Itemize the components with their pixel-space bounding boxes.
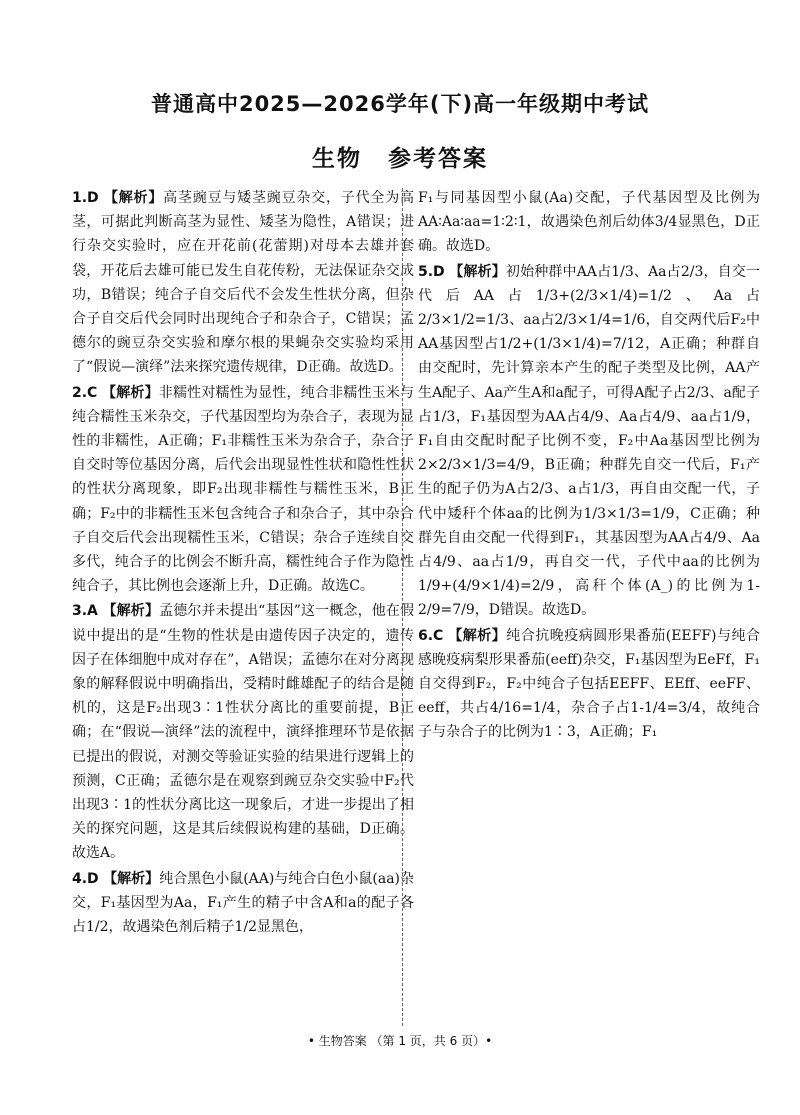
question-text: 纯合抗晚疫病圆形果番茄(EEFF)与纯合感晚疫病梨形果番茄(eeff)杂交，F₁基因型为EeFf，F₁自交得到F₂，F₂中纯合子包括EEFF、EEff、eeFF、eeff，共占4/16=1/4，杂合子占1-1/4=3/4，故纯合子与杂合子的比例为1∶3，A正确；F₁ <box>418 627 761 741</box>
question-4-continued <box>418 186 760 259</box>
question-3 <box>72 599 414 865</box>
analysis-tag: 【解析】 <box>102 384 159 401</box>
question-number: 2.C <box>72 384 98 401</box>
question-text: F₁与同基因型小鼠(Aa)交配，子代基因型及比例为AA∶Aa∶aa=1∶2∶1，故遇染色剂后幼体3/4显黑色，D正确。故选D。 <box>418 190 760 255</box>
analysis-tag: 【解析】 <box>103 190 164 206</box>
question-number: 1.D <box>72 190 99 206</box>
page-footer: • 生物答案 （第 1 页，共 6 页）• <box>307 1034 493 1048</box>
analysis-tag: 【解析】 <box>448 627 507 644</box>
analysis-tag: 【解析】 <box>102 603 160 620</box>
subtitle-label: 参考答案 <box>388 146 488 172</box>
question-4 <box>72 867 414 940</box>
analysis-tag: 【解析】 <box>103 870 160 887</box>
question-1 <box>72 186 414 380</box>
answer-key-title <box>0 140 800 173</box>
question-number: 5.D <box>418 263 445 280</box>
exam-title: 普通高中2025—2026学年(下)高一年级期中考试 <box>150 92 650 116</box>
question-6 <box>418 624 760 745</box>
question-text: 纯合黑色小鼠(AA)与纯合白色小鼠(aa)杂交，F₁基因型为Aa，F₁产生的精子中含A和a的配子各占1/2，故遇染色剂后精子1/2显黑色， <box>72 870 415 936</box>
question-2 <box>72 381 414 599</box>
left-column <box>72 186 414 940</box>
question-text: 非糯性对糯性为显性，纯合非糯性玉米与纯合糯性玉米杂交，子代基因型均为杂合子，表现为显性的非糯性，A正确；F₁非糯性玉米为杂合子，杂合子自交时等位基因分离，后代会出现显性性状和隐性性状的性状分离现象，即F₂出现非糯性与糯性玉米，B正确；F₂中的非糯性玉米包含纯合子和杂合子，其中杂合子自交后代会出现糯性玉米，C错误；杂合子连续自交多代，纯合子的比例会不断升高，糯性纯合子作为隐性纯合子，其比例也会逐渐上升，D正确。故选C。 <box>72 384 415 595</box>
question-number: 6.C <box>418 627 444 644</box>
question-number: 4.D <box>72 870 99 887</box>
question-5 <box>418 260 760 623</box>
subject-label: 生物 <box>312 146 362 172</box>
question-text: 孟德尔并未提出“基因”这一概念，他在假说中提出的是“生物的性状是由遗传因子决定的，遗传因子在体细胞中成对存在”，A错误；孟德尔在对分离现象的解释假说中明确指出，受精时雌雄配子的结合是随机的，这是F₂出现3∶1性状分离比的重要前提，B正确；在“假说—演绎”法的流程中，演绎推理环节是依据已提出的假说，对测交等验证实验的结果进行逻辑上的预测，C正确；孟德尔是在观察到豌豆杂交实验中F₂代出现3∶1的性状分离比这一现象后，才进一步提出了相关的探究问题，这是其后续假说构建的基础，D正确。故选A。 <box>72 603 414 862</box>
question-text: 初始种群中AA占1/3、Aa占2/3，自交一代后AA占1/3+(2/3×1/4)=1/2、Aa占2/3×1/2=1/3、aa占2/3×1/4=1/6，自交两代后F₂中AA基因型占1/2+(1/3×1/4)=7/12，A正确；种群自由交配时，先计算亲本产生的配子类型及比例，AA产生A配子、Aa产生A和a配子，可得A配子占2/3、a配子占1/3，F₁基因型为AA占4/9、Aa占4/9、aa占1/9，F₁自由交配时配子比例不变，F₂中Aa基因型比例为2×2/3×1/3=4/9，B正确；种群先自交一代后，F₁产生的配子仍为A占2/3、a占1/3，再自由交配一代，子代中矮秆个体aa的比例为1/3×1/3=1/9，C正确；种群先自由交配一代得到F₁，其基因型为AA占4/9、Aa占4/9、aa占1/9，再自交一代，子代中aa的比例为1/9+(4/9×1/4)=2/9，高秆个体(A_)的比例为1-2/9=7/9，D错误。故选D。 <box>418 263 760 619</box>
column-divider <box>402 188 403 1026</box>
analysis-tag: 【解析】 <box>449 263 506 280</box>
question-number: 3.A <box>72 603 98 620</box>
question-text: 高茎豌豆与矮茎豌豆杂交，子代全为高茎，可据此判断高茎为显性、矮茎为隐性，A错误；进行杂交实验时，应在开花前(花蕾期)对母本去雄并套袋，开花后去雄可能已发生自花传粉，无法保证杂交成功，B错误；纯合子自交后代不会发生性状分离，但杂合子自交后代会同时出现纯合子和杂合子，C错误；孟德尔的豌豆杂交实验和摩尔根的果蝇杂交实验均采用了“假说—演绎”法来探究遗传规律，D正确。故选D。 <box>72 190 415 376</box>
right-column <box>418 186 760 746</box>
